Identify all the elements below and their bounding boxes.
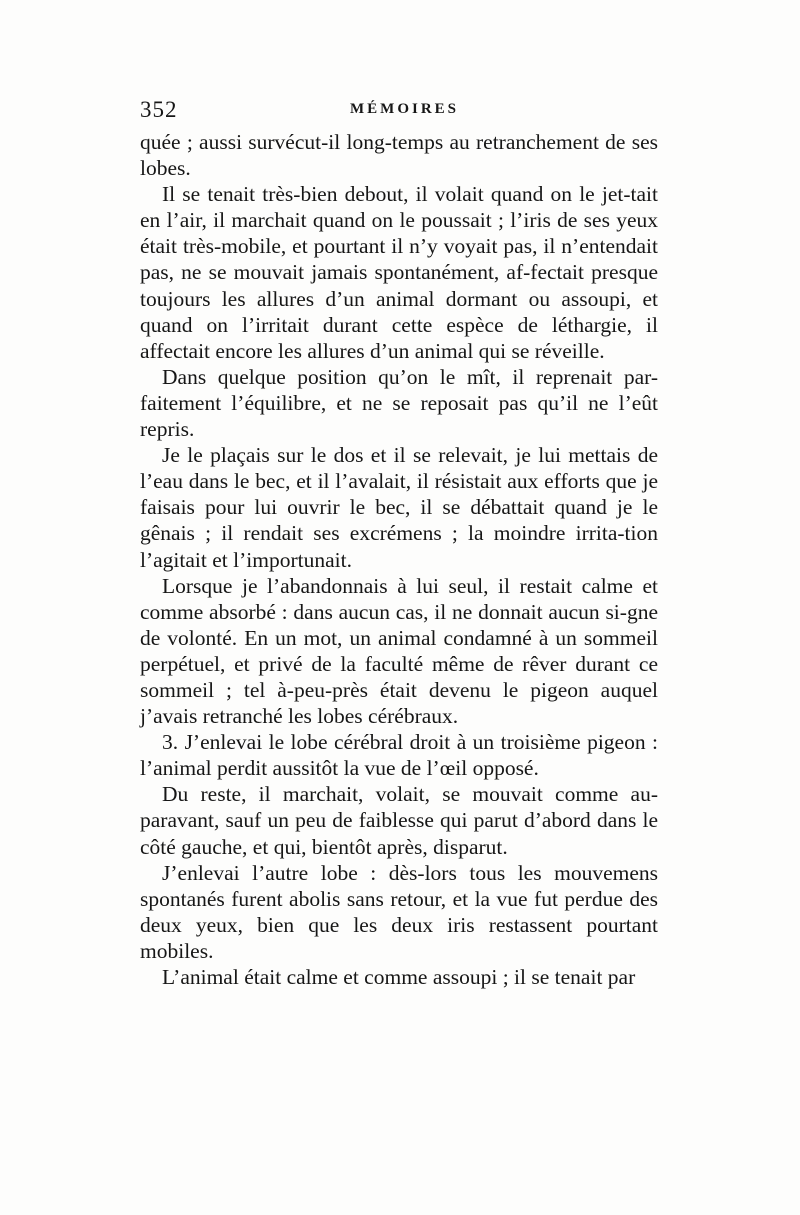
paragraph: J’enlevai l’autre lobe : dès-lors tous les mouvemens spontanés furent abolis sans retour, et la vue fut perdue des deux yeux, bien que les deux iris restassent pourtant mobiles.: [140, 860, 658, 963]
page-number: 352: [140, 97, 178, 122]
paragraph: Je le plaçais sur le dos et il se relevait, je lui mettais de l’eau dans le bec, et il l’avalait, il résistait aux efforts que je faisais pour lui ouvrir le bec, il se débattait quand je le gênais ; il rendait ses excrémens ; la moindre irrita-tion l’agitait et l’importunait.: [140, 443, 658, 572]
paragraph: Du reste, il marchait, volait, se mouvait comme au-paravant, sauf un peu de faiblesse qui parut d’abord dans le côté gauche, et qui, bientôt après, disparut.: [140, 782, 658, 859]
paragraph-numbered: 3. J’enlevai le lobe cérébral droit à un troisième pigeon : l’animal perdit aussitôt la vue de l’œil opposé.: [140, 730, 658, 781]
paragraph: Il se tenait très-bien debout, il volait quand on le jet-tait en l’air, il marchait quand on le poussait ; l’iris de ses yeux était très-mobile, et pourtant il n’y voyait pas, il n’entendait pas, ne se mouvait jamais spontanément, af-fectait presque toujours les allures d’un animal dormant ou assoupi, et quand on l’irritait durant cette espèce de léthargie, il affectait encore les allures d’un animal qui se réveille.: [140, 182, 658, 363]
paragraph-continued: quée ; aussi survécut-il long-temps au retranchement de ses lobes.: [140, 130, 658, 181]
paragraph-last: L’animal était calme et comme assoupi ; il se tenait par: [162, 965, 636, 989]
running-head: MÉMOIRES: [350, 101, 460, 117]
paragraph: Dans quelque position qu’on le mît, il reprenait par-faitement l’équilibre, et ne se reposait pas qu’il ne l’eût repris.: [140, 364, 658, 442]
paragraph: Lorsque je l’abandonnais à lui seul, il restait calme et comme absorbé : dans aucun cas, il ne donnait aucun si-gne de volonté. En un mot, un animal condamné à un sommeil perpétuel, et privé de la faculté même de rêver durant ce sommeil ; tel à-peu-près était devenu le pigeon auquel j’avais retranché les lobes cérébraux.: [140, 573, 658, 729]
body-text: [140, 129, 658, 990]
page-header: [140, 97, 660, 127]
